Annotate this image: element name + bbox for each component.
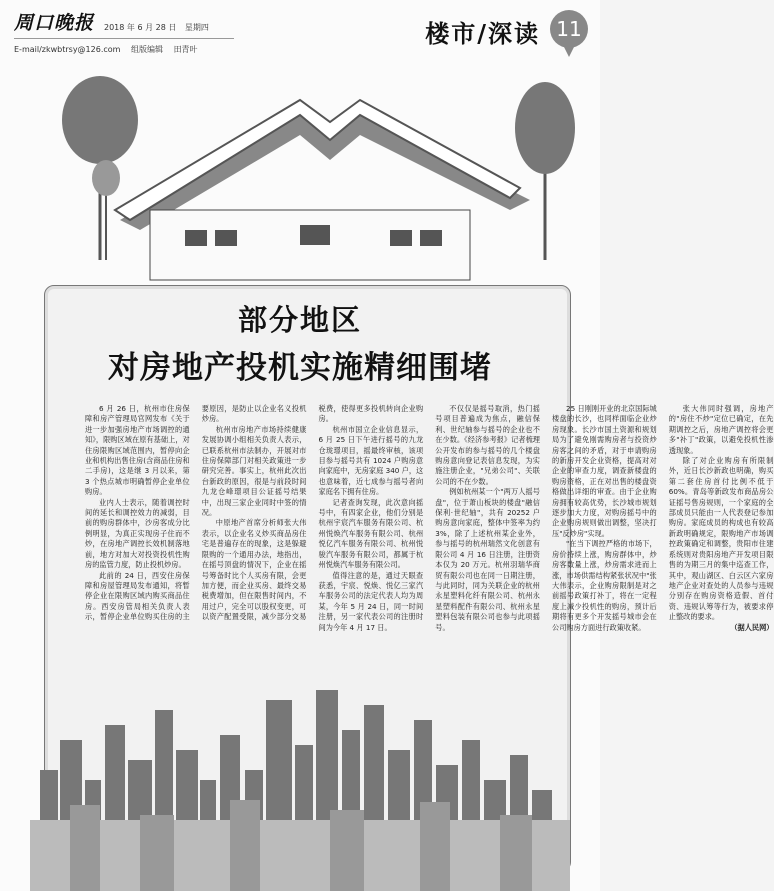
section-title: 楼市/深读 bbox=[425, 19, 540, 48]
article-paragraph: 张大伟同时强调，房地产的"房住不炒"定位已确定，在先期调控之后，房地产调控将会更多"补丁"政策，以避免投机性渗透现象。 bbox=[668, 404, 774, 455]
issue-info bbox=[104, 22, 215, 33]
article-paragraph: 中原地产首席分析师张大伟表示，以企业名义炒买商品房住宅是普遍存在的现象，这是躲避限购的一个通用办法，地指出，在摇号顶盘的情况下，企业在摇号筹备时比个人买房有限，会更加方便，而企业买房、最终交易税费增加，但在限售时间内，不用过户，完全可以股权变更，可以资产配置受限，减少部分交易税费，使得更多投机转向企业购房。 bbox=[201, 404, 424, 622]
article-paragraph: 杭州市房地产市场持续健康发展协调小组相关负责人表示，已联系杭州市法制办，开展对市住房保障部门对相关政策进一步研究完善。事实上，杭州此次出台新政的原因，很是与前段时间九龙仓峰璟项目公证摇号结果中，出现三家企业同时中签的情况。 bbox=[201, 424, 307, 518]
article-title-line1: 部分地区 bbox=[237, 303, 362, 337]
house-icon bbox=[115, 100, 530, 280]
article-paragraph: 记者查询发现，此次意向摇号中，有四家企业，他们分别是杭州宇宸汽车服务有限公司、杭州悦焕汽车服务有限公司、杭州悦亿汽车服务有限公司、杭州悦骏汽车服务有限公司，都属于杭州悦焕汽车服务有限公司。 bbox=[318, 497, 424, 570]
newspaper-logo: 周口晚报 bbox=[14, 12, 95, 34]
tree-icon bbox=[515, 82, 575, 260]
header-rule bbox=[14, 38, 234, 39]
article-paragraph: "在当下调控严格的市场下，房价持续上涨，购房群体中，炒房客数量上涨，炒房需求进而上涨，市场供需结构紧张状况中"张大伟表示，企业购房限制是对之前摇号政策打补丁，将在一定程度上减少投机性的购房，预计后期将有更多个开发摇号城市会在公司购房方面进行政策收紧。 bbox=[552, 539, 657, 632]
email[interactable]: E-mail/zkwbtrsy@126.com bbox=[14, 45, 121, 54]
page-number-badge: 11 bbox=[550, 10, 588, 48]
article-paragraph: 值得注意的是，通过天眼查获悉，宇宸、悦焕、悦亿三家汽车服务公司的法定代表人均为周某，今年 5 月 24 日，同一时间注册，另一家代表公司的注册时间为今年 4 月 17 日。 bbox=[318, 570, 424, 632]
skyline-icon bbox=[0, 630, 600, 891]
contact-info bbox=[14, 44, 206, 55]
article-paragraph: 此前的 24 日，西安住房保障和房屋管理局发布通知，将暂停企业在限购区域内购买商品住房。西安房管局相关负责人表示，暂停企业单位购买住房的主要原因，是防止以企业名义投机炒房。 bbox=[85, 404, 307, 622]
masthead bbox=[14, 6, 464, 64]
article-paragraph: 6 月 26 日，杭州市住房保障和房产管理局官网发布《关于进一步加强房地产市场调控的通知》，限购区域在原有基础上，对住房限购区域范围内，暂停向企业和机构出售住房(含商品住房和二手房)，这是继 3 月以来，第 3 个热点城市明确暂停企业单位购房。 bbox=[85, 404, 190, 497]
tree-icon bbox=[62, 76, 138, 260]
article-paragraph: 25 日刚刚开业的北京国际城楼盘的长沙，也同样面临企业炒房现象。长沙市国土资源和规划局为了避免刚需购房者与投资炒房客之间的矛盾，对于申请购房的新房开发企业资格，提高对对企业的审查力度，调查新楼盘的购房资格，正在对出售的楼盘资格做出详细的审查。由于企业购房拥有较高优势，长沙城市规划逐步加大力度，对购房摇号中的企业购房规则做出调整，坚决打压"反炒房"实现。 bbox=[552, 404, 657, 538]
editor-label: 组版编辑 bbox=[131, 45, 164, 54]
house-illustration bbox=[0, 60, 600, 300]
article-paragraph: 不仅仅是摇号取消，热门摇号项目普遍成为焦点，融信保利、世纪轴参与摇号的企业也不在少数。《经济参考报》记者梳理公开发布的参与摇号的几个楼盘购房意向登记表信息发现，为实施注册企业，"兄弟公司"、关联公司的不在少数。 bbox=[435, 404, 540, 486]
issue-weekday: 星期四 bbox=[184, 23, 209, 32]
article-paragraph: 例如杭州某一个"两万人摇号盘"，位于萧山板块的楼盘"融信保利·世纪轴"，共有 20252 户购房意向家庭，整体中签率为约 3%，除了上述杭州某企业外，参与摇号的杭州瑞然文化创意有限公司 4 月 16 日注册，注册资本仅为 20 万元。杭州羽瑞华商贸有限公司也在同一日期注册，与此同时，同为关联企业的杭州永星塑料化纤有限公司、杭州永星塑料配件有限公司、杭州永星塑料包装有限公司也参与此项摇号。 bbox=[435, 487, 540, 632]
article-paragraph: 业内人士表示，随着调控时间的延长和调控效力的减弱，目前的购房群体中，沙房客成分比例明显，为真正实现房子住而不炒，在房地产调控长效机制落地前，地方对加大对投资投机性购房的监管力度，防止投机炒房。 bbox=[85, 497, 190, 570]
editor-name: 田青叶 bbox=[173, 45, 198, 54]
issue-date: 2018 年 6 月 28 日 bbox=[104, 23, 177, 32]
article-byline: （据人民网） bbox=[730, 622, 774, 632]
article-title-line2: 对房地产投机实施精细围堵 bbox=[108, 350, 492, 386]
article-body bbox=[85, 404, 774, 634]
article-paragraph: 杭州市国立企业信息显示，6 月 25 日下午进行摇号的九龙仓珑璟项目，摇最终审核，该项目参与摇号共有 1024 户购房意向家庭中，无房家庭 340 户，这也意味着，近七成参与摇号者向家庭名下拥有住房。 bbox=[318, 424, 424, 497]
article-paragraph: 除了对企业购房有所限制外，近日长沙新政也明确，购买第二套住房首付比例不低于 60%。青岛等新政发布商品房公证摇号售房规则，一个家庭的全部成员只能由一人代表登记参加购房。家庭成员的构成也有较高新政明确规定，限购地产市场调控政策确定和调整，贵阳市住建系统则对贵阳房地产开发项目限售的为期三月的集中巡查工作，其中，观山湖区、白云区六家房地产企业对查处的人员参与违规分别存在购房资格造假、首付资、违规认筹等行为，被要求停止整改的要求。 bbox=[668, 456, 774, 622]
